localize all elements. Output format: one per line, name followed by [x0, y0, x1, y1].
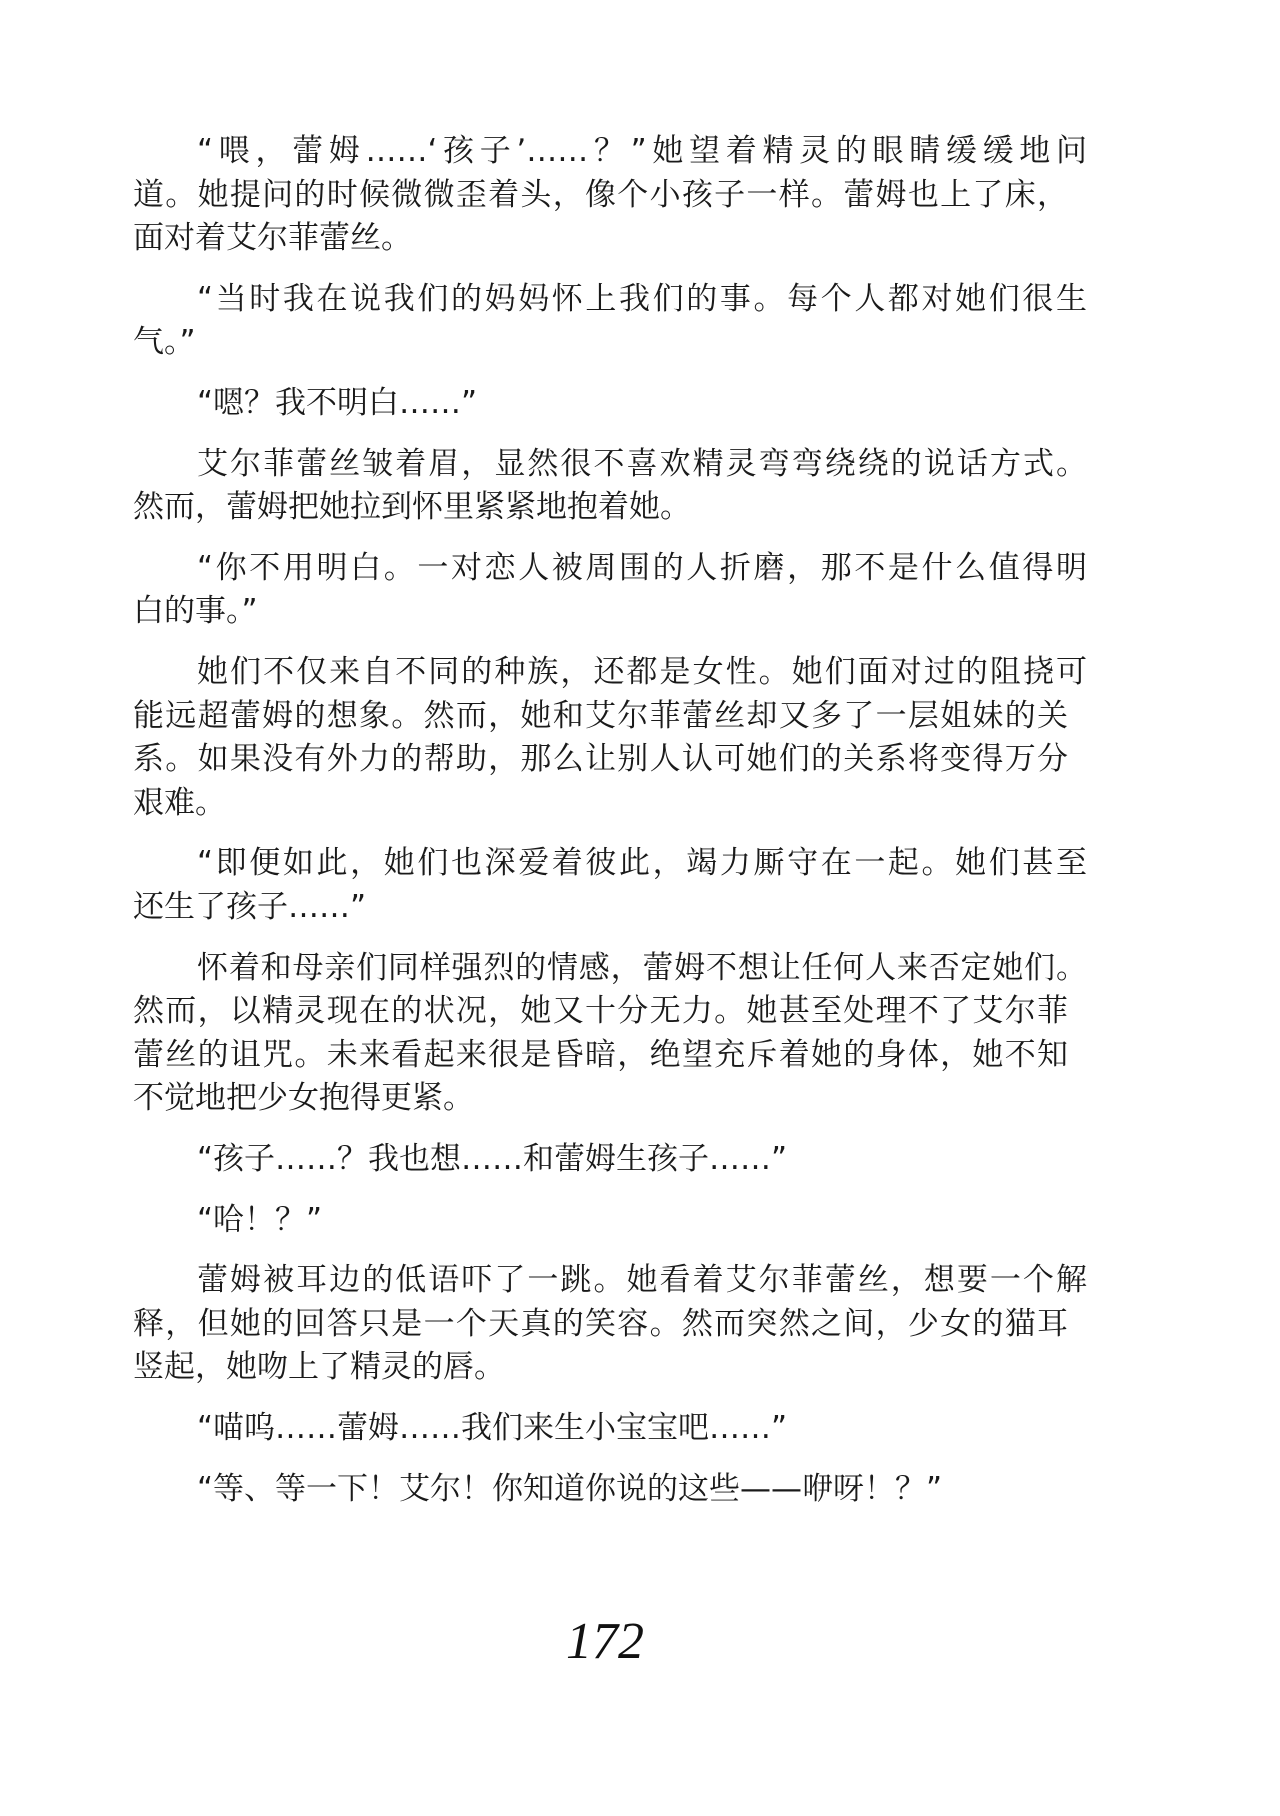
- text-line: 蕾姆被耳边的低语吓了一跳。她看着艾尔菲蕾丝，想要一个解: [197, 1262, 1087, 1299]
- text-line: “你不用明白。一对恋人被周围的人折磨，那不是什么值得明: [197, 549, 1087, 586]
- text-line: “哈！？”: [197, 1201, 323, 1238]
- text-line: 不觉地把少女抱得更紧。: [133, 1080, 474, 1117]
- page-number: 172: [566, 1613, 644, 1670]
- text-line: “孩子……？我也想……和蕾姆生孩子……”: [197, 1141, 788, 1177]
- text-line: “等、等一下！艾尔！你知道你说的这些——咿呀！？”: [197, 1470, 943, 1507]
- text-line: 艰难。: [133, 784, 226, 821]
- text-line: 然而，以精灵现在的状况，她又十分无力。她甚至处理不了艾尔菲: [133, 993, 1068, 1030]
- text-line: 她们不仅来自不同的种族，还都是女性。她们面对过的阻挠可: [197, 654, 1087, 690]
- text-line: 还生了孩子……”: [133, 889, 367, 925]
- text-line: “即便如此，她们也深爱着彼此，竭力厮守在一起。她们甚至: [197, 845, 1087, 882]
- text-line: 怀着和母亲们同样强烈的情感，蕾姆不想让任何人来否定她们。: [197, 949, 1087, 986]
- text-line: 系。如果没有外力的帮助，那么让别人认可她们的关系将变得万分: [133, 741, 1068, 778]
- text-line: 蕾丝的诅咒。未来看起来很是昏暗，绝望充斥着她的身体，她不知: [133, 1036, 1068, 1073]
- text-line: 气。”: [133, 324, 196, 361]
- text-line: 道。她提问的时候微微歪着头，像个小孩子一样。蕾姆也上了床，: [133, 176, 1068, 213]
- text-line: “嗯？我不明白……”: [197, 385, 478, 421]
- text-line: “喵呜……蕾姆……我们来生小宝宝吧……”: [197, 1410, 788, 1446]
- text-line: 然而，蕾姆把她拉到怀里紧紧地抱着她。: [133, 489, 691, 526]
- text-line: 白的事。”: [133, 593, 258, 630]
- text-line: “当时我在说我们的妈妈怀上我们的事。每个人都对她们很生: [197, 280, 1087, 317]
- text-line: 释，但她的回答只是一个天真的笑容。然而突然之间，少女的猫耳: [133, 1305, 1068, 1342]
- text-line: 能远超蕾姆的想象。然而，她和艾尔菲蕾丝却又多了一层姐妹的关: [133, 697, 1068, 734]
- text-line: “喂，蕾姆……‘孩子’……？”她望着精灵的眼睛缓缓地问: [197, 133, 1087, 169]
- text-line: 艾尔菲蕾丝皱着眉，显然很不喜欢精灵弯弯绕绕的说话方式。: [197, 445, 1087, 482]
- text-line: 面对着艾尔菲蕾丝。: [133, 220, 412, 257]
- text-line: 竖起，她吻上了精灵的唇。: [133, 1349, 505, 1386]
